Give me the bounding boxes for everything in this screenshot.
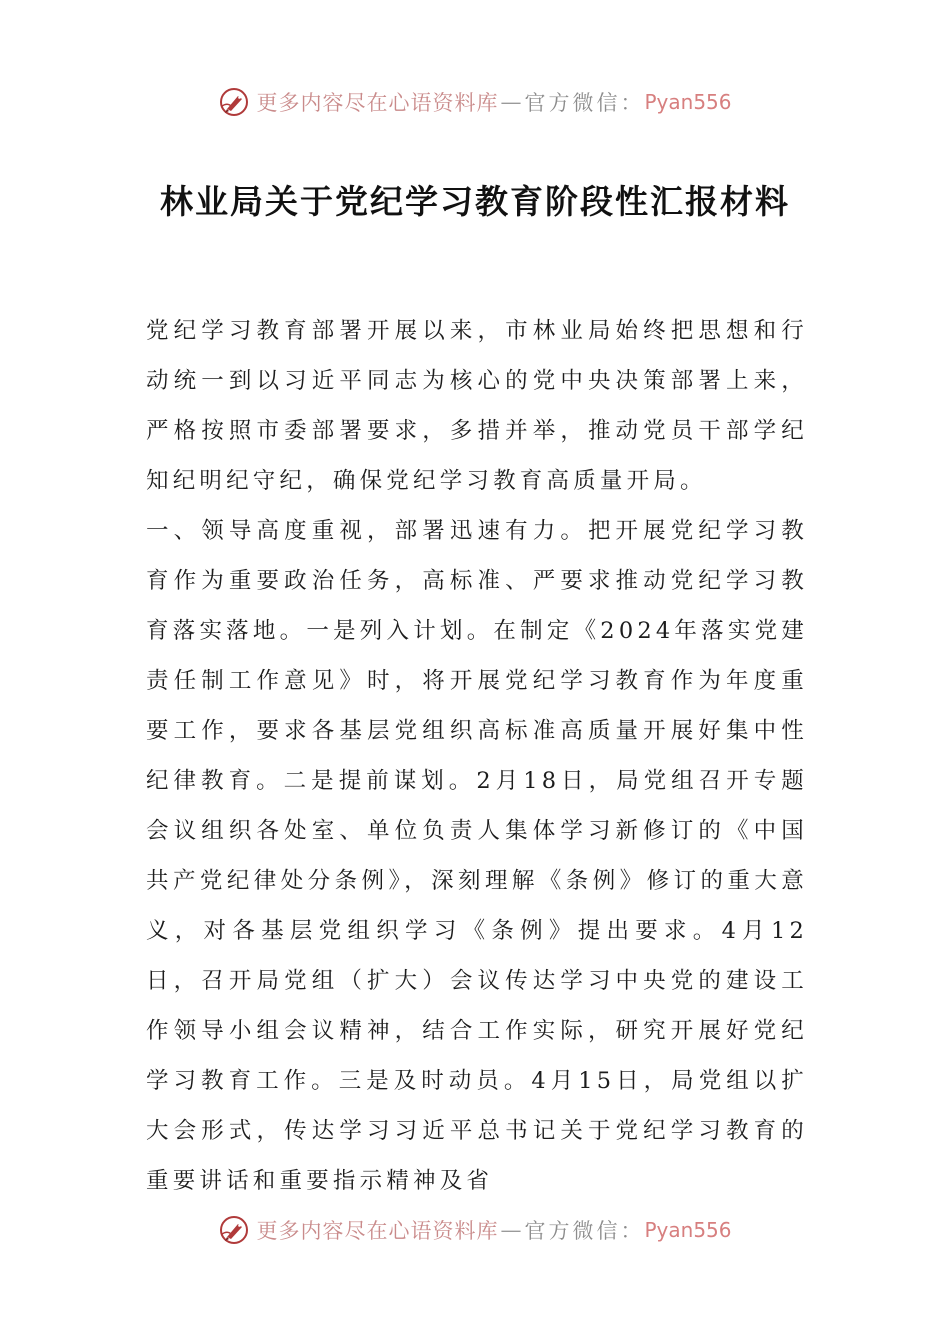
watermark-label: 官方微信： <box>524 91 645 115</box>
watermark-separator: — <box>500 90 523 114</box>
document-body <box>146 306 808 1194</box>
watermark-wechat-id: Pyan556 <box>644 1218 732 1242</box>
footer-watermark <box>0 1210 950 1250</box>
document-title: 林业局关于党纪学习教育阶段性汇报材料 <box>160 182 790 221</box>
pen-seal-logo-icon <box>218 86 250 118</box>
watermark-wechat-id: Pyan556 <box>644 90 732 114</box>
body-paragraph-intro: 党纪学习教育部署开展以来，市林业局始终把思想和行动统一到以习近平同志为核心的党中央决策部署上来，严格按照市委部署要求，多措并举，推动党员干部学纪知纪明纪守纪，确保党纪学习教育高质量开局。 <box>146 318 808 494</box>
body-paragraph-section-one: 一、领导高度重视，部署迅速有力。把开展党纪学习教育作为重要政治任务，高标准、严要求推动党纪学习教育落实落地。一是列入计划。在制定《2024年落实党建责任制工作意见》时，将开展党纪学习教育作为年度重要工作，要求各基层党组织高标准高质量开展好集中性纪律教育。二是提前谋划。2月18日，局党组召开专题会议组织各处室、单位负责人集体学习新修订的《中国共产党纪律处分条例》，深刻理解《条例》修订的重大意义，对各基层党组织学习《条例》提出要求。4月12日，召开局党组（扩大）会议传达学习中央党的建设工作领导小组会议精神，结合工作实际，研究开展好党纪学习教育工作。三是及时动员。4月15日，局党组以扩大会形式，传达学习习近平总书记关于党纪学习教育的重要讲话和重要指示精神及省 <box>146 518 808 1194</box>
watermark-separator: — <box>500 1218 523 1242</box>
watermark-text: 更多内容尽在心语资料库 <box>256 91 499 115</box>
watermark-text: 更多内容尽在心语资料库 <box>256 1219 499 1243</box>
pen-seal-logo-icon <box>218 1214 250 1246</box>
header-watermark <box>0 82 950 122</box>
watermark-label: 官方微信： <box>524 1219 645 1243</box>
